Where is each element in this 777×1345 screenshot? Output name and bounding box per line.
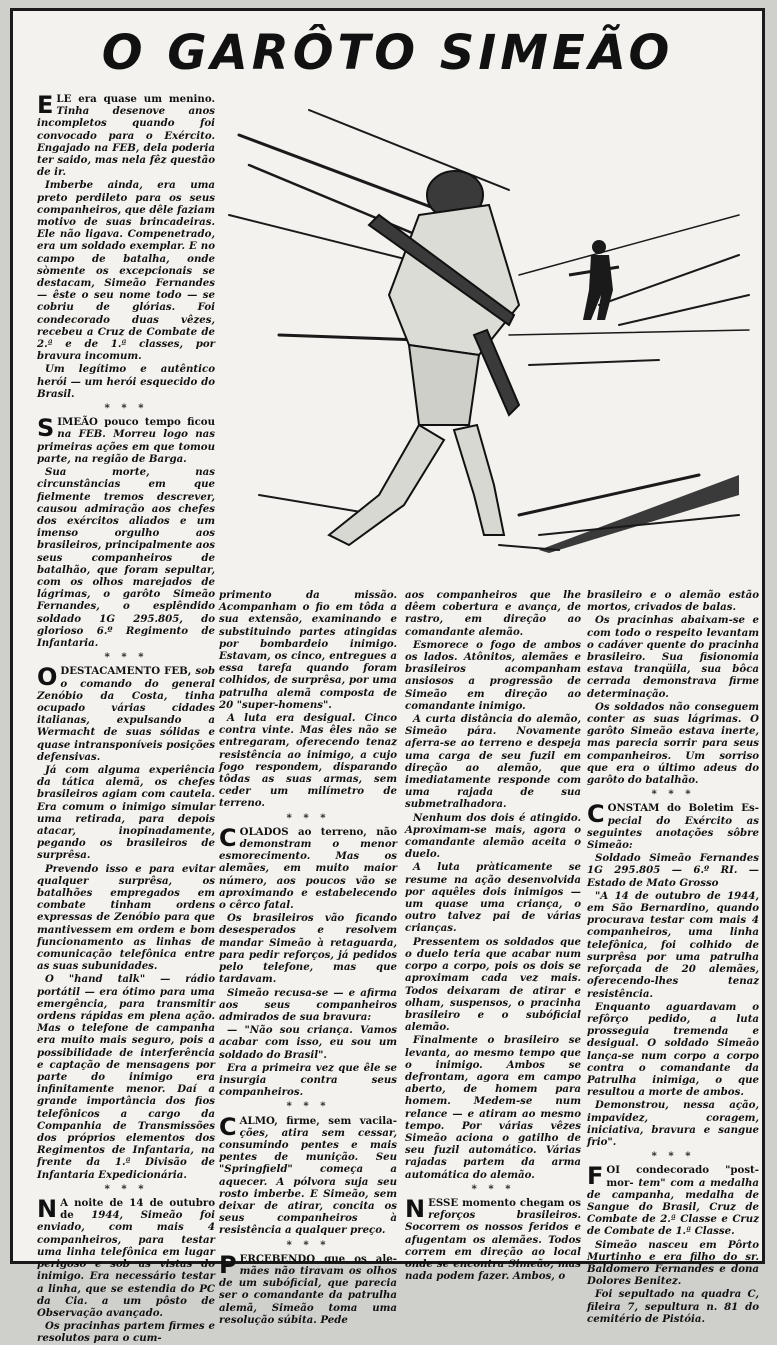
article-paragraph	[37, 764, 215, 862]
paragraph-text: Finalmente o brasileiro se levanta, ao mesmo tempo que o inimigo. Ambos se defrontam, agora em campo aberto, de homem para homem. Medem-se num relance — e atiram ao mesmo tempo. Por várias vêzes Simeão aciona o gatilho de seu fuzil automático. Várias rajadas partem da arma automática do alemão.	[405, 1034, 581, 1181]
paragraph-text: Simeão recusa-se — e afirma aos seus companheiros admirados de sua bravura:	[219, 986, 397, 1023]
article-paragraph	[587, 1099, 759, 1148]
section-separator: * * *	[471, 1182, 515, 1195]
article-paragraph	[405, 1194, 581, 1283]
paragraph-text: Os pracinhas partem firmes e resolutos para o cum-	[37, 1320, 215, 1345]
paragraph-text: aos companheiros que lhe dêem cobertura e avança, de rastro, em direção ao comandante alemão.	[405, 589, 581, 638]
paragraph-text: tem" com a medalha de campanha, medalha de Sangue do Brasil, Cruz de Combate de 2.ª Classe e Cruz de Combate de 1.ª Classe.	[587, 1176, 760, 1238]
article-paragraph	[37, 363, 215, 400]
paragraph-text: Enquanto aguardavam o refôrço pedido, a luta prosseguia tremenda e desigual. O soldado Simeão lança-se num corpo a corpo contra o comandante da Patrulha inimiga, o que resultou a morte de ambos.	[587, 1000, 759, 1099]
article-paragraph	[37, 1320, 215, 1344]
paragraph-text: "A 14 de outubro de 1944, em São Bernardino, quando procurava testar com mais 4 companheiros, uma linha telefônica, foi colhido de surprêsa por uma patrulha reforçada de 20 alemães, oferecendo-lhes tenaz resistência.	[587, 889, 759, 1000]
section-separator: * * *	[104, 402, 148, 415]
paragraph-lead: ERCEBENDO que os ale-	[239, 1252, 397, 1265]
article-paragraph	[587, 890, 759, 1000]
article-paragraph	[219, 1062, 397, 1099]
article-paragraph	[219, 823, 397, 912]
paragraph-text: Tinha desenove anos incompletos quando foi convocado para o Exército. Engajado na FEB, dela poderia ter saido, mas nela fêz questão de ir.	[37, 105, 215, 179]
paragraph-lead: OLADOS ao terreno, não	[239, 825, 397, 838]
article-paragraph	[37, 179, 215, 362]
drop-cap: C	[219, 823, 237, 852]
drop-cap: N	[37, 1195, 58, 1224]
article-paragraph	[37, 863, 215, 973]
paragraph-text: Esmorece o fogo de ambos os lados. Atônitos, alemães e brasileiros acompanham ansiosos a progressão de Simeão em direção ao comandante inimigo.	[405, 638, 581, 712]
section-separator: * * *	[651, 788, 695, 801]
paragraph-text: brasileiro e o alemão estão mortos, crivados de balas.	[587, 589, 759, 614]
article-paragraph	[405, 713, 581, 811]
article-paragraph	[219, 1250, 397, 1326]
paragraph-text: 1944, Simeão foi enviado, com mais 4 companheiros, para testar uma linha telefônica em lugar perigoso e sob as vistas do inimigo. Era necessário testar a linha, que se estendia do PC da Cia. a um pôsto de Observação avançado.	[37, 1209, 215, 1319]
section-separator: * * *	[286, 1238, 330, 1251]
paragraph-text: O "hand talk" — rádio portátil — era ótimo para uma emergência, para transmitir ordens rápidas em plena ação. Mas o telefone de campanha era muito mais seguro, pois a possibilidade de interferência e captação de mensagens por parte do inimigo era infinitamente menor. Daí a grande importância dos fios telefônicos a cargo da Companhia de Transmissões dos próprios elementos dos Regimentos de Infantaria, na frente da 1.ª Divisão de Infantaria Expedicionária.	[37, 973, 215, 1181]
paragraph-lead: IMEÃO pouco tempo ficou	[57, 416, 215, 429]
section-separator: * * *	[104, 1182, 148, 1195]
section-separator: * * *	[286, 811, 330, 824]
article-paragraph	[405, 1034, 581, 1180]
paragraph-lead: OI condecorado "post-mor-	[606, 1164, 759, 1189]
article-paragraph	[587, 589, 759, 613]
soldier-illustration	[219, 95, 759, 583]
column-1	[37, 91, 215, 1345]
paragraph-text: reforços brasileiros. Socorrem os nossos feridos e afugentam os alemães. Todos correm em direção ao local onde se encontra Simeão, mas nada podem fazer. Ambos, o	[405, 1209, 581, 1283]
paragraph-text: primento da missão. Acompanham o fio em tôda a sua extensão, examinando e substituindo partes atingidas por bombardeio inimigo. Estavam, os cinco, entregues a essa tarefa quando foram colhidos, de surprêsa, por uma patrulha alemã composta de 20 "super-homens".	[219, 589, 397, 711]
section-separator: * * *	[651, 1150, 695, 1163]
paragraph-text: Imberbe ainda, era uma preto perdileto para os seus companheiros, que dêle faziam motivo de suas brincadeiras. Ele não ligava. Compenetrado, era um soldado exemplar. E no campo de batalha, onde sòmente os excepcionais se destacam, Simeão Fernandes — êste o seu nome todo — se cobriu de glórias. Foi condecorado duas vêzes, recebeu a Cruz de Combate de 2.ª e de 1.ª classes, por bravura incomum.	[37, 179, 215, 363]
paragraph-text: Prevendo isso e para evitar qualquer surprêsa, os batalhões empregados em combate tinham ordens expressas de Zenóbio para que mantivessem em ordem e bom funcionamento as linhas de comunicação telefônica entre as suas subunidades.	[37, 862, 215, 973]
article-paragraph	[587, 802, 759, 851]
article-paragraph	[405, 936, 581, 1034]
article-paragraph	[219, 589, 397, 711]
section-separator: * * *	[286, 1100, 330, 1113]
article-paragraph	[587, 1288, 759, 1325]
article-paragraph	[37, 416, 215, 465]
paragraph-text: demonstram o menor esmorecimento. Mas os alemães, em muito maior número, aos poucos vão se aproximando e estabelecendo o cêrco fatal.	[219, 838, 397, 912]
paragraph-text: Pressentem os soldados que o duelo teria que acabar num corpo a corpo, pois os dois se aproximam cada vez mais. Todos deixaram de atirar e olham, suspensos, o pracinha brasileiro e o subóficial alemão.	[405, 935, 581, 1034]
drop-cap: N	[405, 1194, 426, 1223]
drop-cap: P	[219, 1250, 237, 1279]
paragraph-text: Simeão nasceu em Pôrto Murtinho e era filho do sr. Baldomero Fernandes e dona Dolores Benitez.	[587, 1238, 759, 1288]
column-2	[219, 589, 397, 1326]
page-title: O GARÔTO SIMEÃO	[101, 25, 674, 81]
paragraph-lead: LE era quase um menino.	[56, 93, 215, 105]
article-paragraph	[219, 712, 397, 810]
article-paragraph	[219, 1112, 397, 1237]
paragraph-text: Nenhum dos dois é atingido. Aproximam-se mais, agora o comandante alemão aceita o duelo.	[405, 811, 581, 861]
article-paragraph	[405, 812, 581, 861]
paragraph-lead: ALMO, firme, sem vacila-	[239, 1114, 397, 1127]
article-paragraph	[405, 861, 581, 934]
article-paragraph	[37, 93, 215, 178]
paragraph-lead: A noite de 14 de outubro de	[60, 1197, 215, 1222]
article-paragraph	[37, 1197, 215, 1319]
article-paragraph	[405, 589, 581, 638]
article-paragraph	[37, 665, 215, 763]
paragraph-text: A luta era desigual. Cinco contra vinte. Mas êles não se entregaram, oferecendo tenaz resistência ao inimigo, a cujo fogo respondem, disparando tôdas as suas armas, sem ceder um milímetro de terreno.	[219, 712, 397, 810]
paragraph-text: mães não tiravam os olhos de um subóficial, que parecia ser o comandante da patrulha alemã, Simeão toma uma resolução súbita. Pede	[219, 1264, 397, 1326]
paragraph-text: Já com alguma experiência da tática alemã, os chefes brasileiros agiam com cautela. Era comum o inimigo simular uma retirada, para depois atacar, inopinadamente, pegando os brasileiros de surprêsa.	[37, 763, 215, 862]
article-paragraph	[219, 1024, 397, 1061]
article-paragraph	[587, 1164, 759, 1237]
paragraph-text: A luta pràticamente se resume na ação desenvolvida por aquêles dois inimigos — um quase uma criança, o outro talvez pai de várias crianças.	[405, 861, 581, 935]
drop-cap: F	[587, 1162, 604, 1191]
article-paragraph	[587, 1001, 759, 1099]
column-3	[405, 589, 581, 1283]
paragraph-text: na FEB. Morreu logo nas primeiras ações em que tomou parte, na região de Barga.	[37, 428, 215, 465]
paragraph-text: A curta distância do alemão, Simeão pára. Novamente aferra-se ao terreno e despeja uma carga de seu fuzil em direção ao alemão, que imediatamente responde com uma rajada de sua submetralhadora.	[405, 713, 581, 811]
drop-cap: S	[37, 414, 55, 443]
paragraph-text: Soldado Simeão Fernandes 1G 295.805 — 6.º RI. — Estado de Mato Grosso	[587, 852, 759, 889]
article-paragraph	[587, 614, 759, 699]
article-paragraph	[219, 987, 397, 1024]
article-paragraph	[219, 912, 397, 985]
paragraph-text: sob o comando do general Zenóbio da Costa, tinha ocupado várias cidades italianas, expulsando a Wermacht de suas sólidas e quase intransponíveis posições defensivas.	[37, 665, 215, 763]
paragraph-text: Os brasileiros vão ficando desesperados e resolvem mandar Simeão à retaguarda, para pedir reforços, já pedidos pelo telefone, mas que tardavam.	[219, 912, 397, 986]
paragraph-text: pecial do Exército as seguintes anotações sôbre Simeão:	[587, 814, 759, 852]
article-paragraph	[587, 701, 759, 786]
drop-cap: C	[219, 1112, 237, 1141]
paragraph-text: Sua morte, nas circunstâncias em que fielmente tremos descrever, causou admiração aos chefes dos exércitos aliados e um imenso orgulho aos brasileiros, principalmente aos seus companheiros de batalhão, que foram sepultar, com os olhos marejados de lágrimas, o garôto Simeão Fernandes, o esplêndido soldado 1G 295.805, do glorioso 6.º Regimento de Infantaria.	[37, 466, 215, 649]
article-paragraph	[405, 639, 581, 712]
section-separator: * * *	[104, 651, 148, 664]
drop-cap: O	[37, 663, 58, 692]
drop-cap: E	[37, 91, 54, 119]
drop-cap: C	[587, 800, 605, 829]
paragraph-text: Era a primeira vez que êle se insurgia contra seus companheiros.	[219, 1061, 397, 1099]
paragraph-text: Os pracinhas abaixam-se e com todo o respeito levantam o cadáver quente do pracinha brasileiro. Sua fisionomia estava tranqüila, sua bôca cerrada demonstrava firme determinação.	[587, 614, 759, 700]
paragraph-text: Demonstrou, nessa ação, impavidez, coragem, iniciativa, bravura e sangue frio".	[587, 1099, 759, 1148]
paragraph-lead: DESTACAMENTO FEB,	[60, 665, 196, 678]
paragraph-lead: ESSE momento chegam os	[428, 1196, 581, 1209]
paragraph-text: Foi sepultado na quadra C, fileira 7, sepultura n. 81 do cemitério de Pistóia.	[587, 1288, 759, 1325]
article-paragraph	[37, 973, 215, 1180]
column-4	[587, 589, 760, 1325]
paragraph-text: Os soldados não conseguem conter as suas lágrimas. O garôto Simeão estava inerte, mas parecia sorrir para seus companheiros. Um sorriso que era o último adeus do garôto do batalhão.	[587, 700, 759, 787]
article-paragraph	[587, 852, 759, 889]
newspaper-page	[10, 8, 765, 1345]
paragraph-text: Um legítimo e autêntico herói — um herói esquecido do Brasil.	[37, 363, 215, 400]
paragraph-text: — "Não sou criança. Vamos acabar com isso, eu sou um soldado do Brasil".	[219, 1024, 397, 1061]
paragraph-text: ções, atira sem cessar, consumindo pentes e mais pentes de munição. Seu "Springfield" começa a aquecer. A pólvora suja seu rosto imberbe. E Simeão, sem deixar de atirar, concita os seus companheiros à resistência a qualquer preço.	[219, 1126, 397, 1237]
paragraph-lead: ONSTAM do Boletim Es-	[607, 802, 759, 815]
article-paragraph	[37, 466, 215, 649]
article-paragraph	[587, 1239, 759, 1288]
